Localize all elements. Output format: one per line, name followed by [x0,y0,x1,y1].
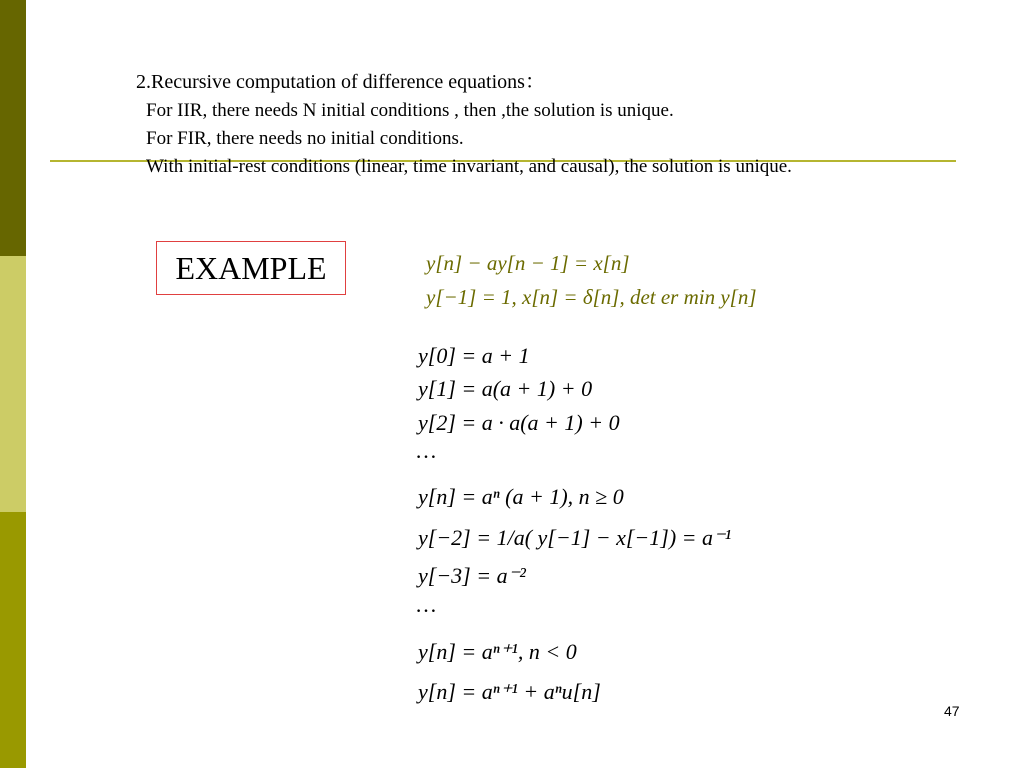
step-yn-negative: y[n] = aⁿ⁺¹, n < 0 [418,639,577,664]
step-y-minus-2: y[−2] = 1/a( y[−1] − x[−1]) = a⁻¹ [418,525,732,550]
initial-condition-equation: y[−1] = 1, x[n] = δ[n], det er min y[n] [426,285,757,309]
step-yn-positive: y[n] = aⁿ (a + 1), n ≥ 0 [418,484,624,509]
ellipsis-1: … [415,438,440,463]
slide-heading: 2.Recursive computation of difference equations： [136,71,545,93]
slide-side-bar [0,0,26,768]
example-label-box [156,241,346,295]
difference-equation: y[n] − ay[n − 1] = x[n] [426,251,630,275]
bullet-iir: For IIR, there needs N initial conditions , then ,the solution is unique. [146,100,674,121]
step-yn-final: y[n] = aⁿ⁺¹ + aⁿu[n] [418,679,601,704]
step-y0: y[0] = a + 1 [418,343,530,368]
side-bar-light-segment [0,256,26,512]
example-label: EXAMPLE [175,249,327,286]
step-y2: y[2] = a · a(a + 1) + 0 [418,410,620,435]
step-y1: y[1] = a(a + 1) + 0 [418,376,593,401]
page-number: 47 [944,703,960,719]
side-bar-dark-segment [0,0,26,256]
step-y-minus-3: y[−3] = a⁻² [418,563,526,588]
side-bar-mid-segment [0,512,26,768]
bullet-fir: For FIR, there needs no initial conditions. [146,128,464,149]
ellipsis-2: … [415,592,440,617]
bullet-initial-rest: With initial-rest conditions (linear, time invariant, and causal), the solution is unique. [146,156,792,177]
